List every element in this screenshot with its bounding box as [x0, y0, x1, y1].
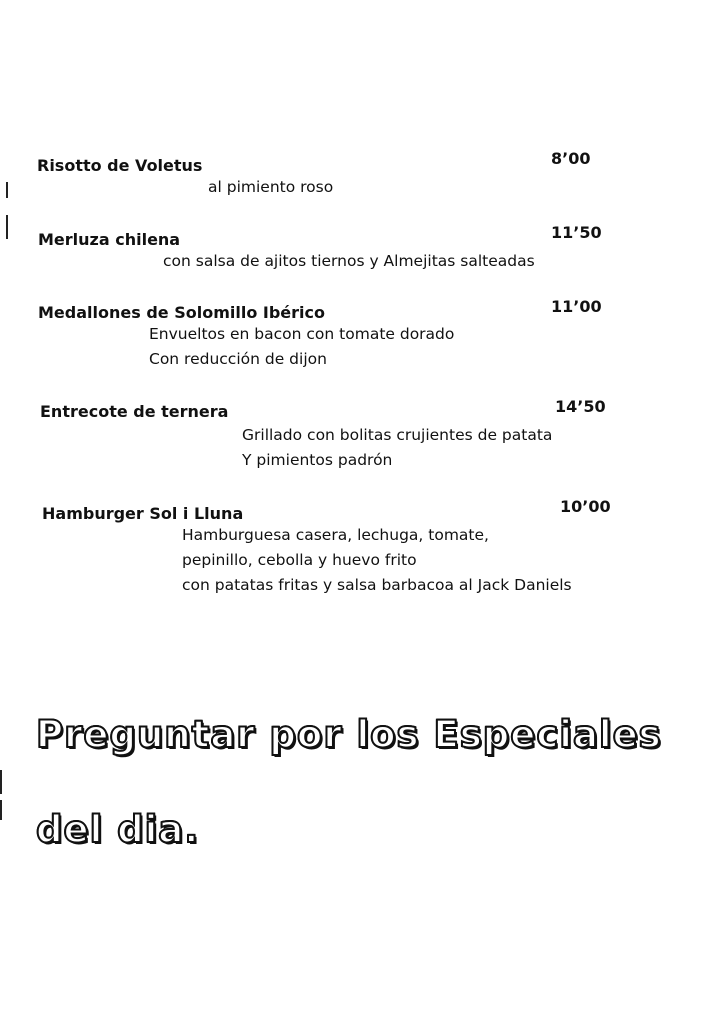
dish-name: Merluza chilena	[38, 230, 181, 249]
description-line: Grillado con bolitas crujientes de patata	[242, 426, 553, 444]
specials-line-2: del dia.	[36, 808, 200, 851]
description-line: Y pimientos padrón	[242, 451, 393, 469]
description-line: con patatas fritas y salsa barbacoa al Jack Daniels	[182, 576, 572, 594]
dish-description	[149, 322, 454, 372]
dish-description	[163, 249, 535, 274]
scan-mark	[6, 182, 8, 198]
scan-mark	[0, 770, 2, 794]
dish-price: 14’50	[555, 397, 606, 416]
dish-price: 10’00	[560, 497, 611, 516]
description-line: Hamburguesa casera, lechuga, tomate,	[182, 526, 489, 544]
dish-name: Medallones de Solomillo Ibérico	[38, 303, 325, 322]
description-line: Envueltos en bacon con tomate dorado	[149, 325, 455, 343]
description-line: pepinillo, cebolla y huevo frito	[182, 551, 417, 569]
description-line: Con reducción de dijon	[149, 350, 327, 368]
dish-name: Hamburger Sol i Lluna	[42, 504, 244, 523]
dish-name: Risotto de Voletus	[37, 156, 203, 175]
description-line: al pimiento roso	[208, 178, 334, 196]
dish-description	[182, 523, 572, 598]
scan-mark	[0, 800, 2, 820]
dish-price: 8’00	[551, 149, 591, 168]
specials-line-1: Preguntar por los Especiales	[36, 713, 662, 756]
dish-description	[242, 423, 552, 473]
dish-description	[208, 175, 333, 200]
scan-mark	[6, 215, 8, 239]
dish-name: Entrecote de ternera	[40, 402, 229, 421]
dish-price: 11’50	[551, 223, 602, 242]
dish-price: 11’00	[551, 297, 602, 316]
description-line: con salsa de ajitos tiernos y Almejitas salteadas	[163, 252, 535, 270]
